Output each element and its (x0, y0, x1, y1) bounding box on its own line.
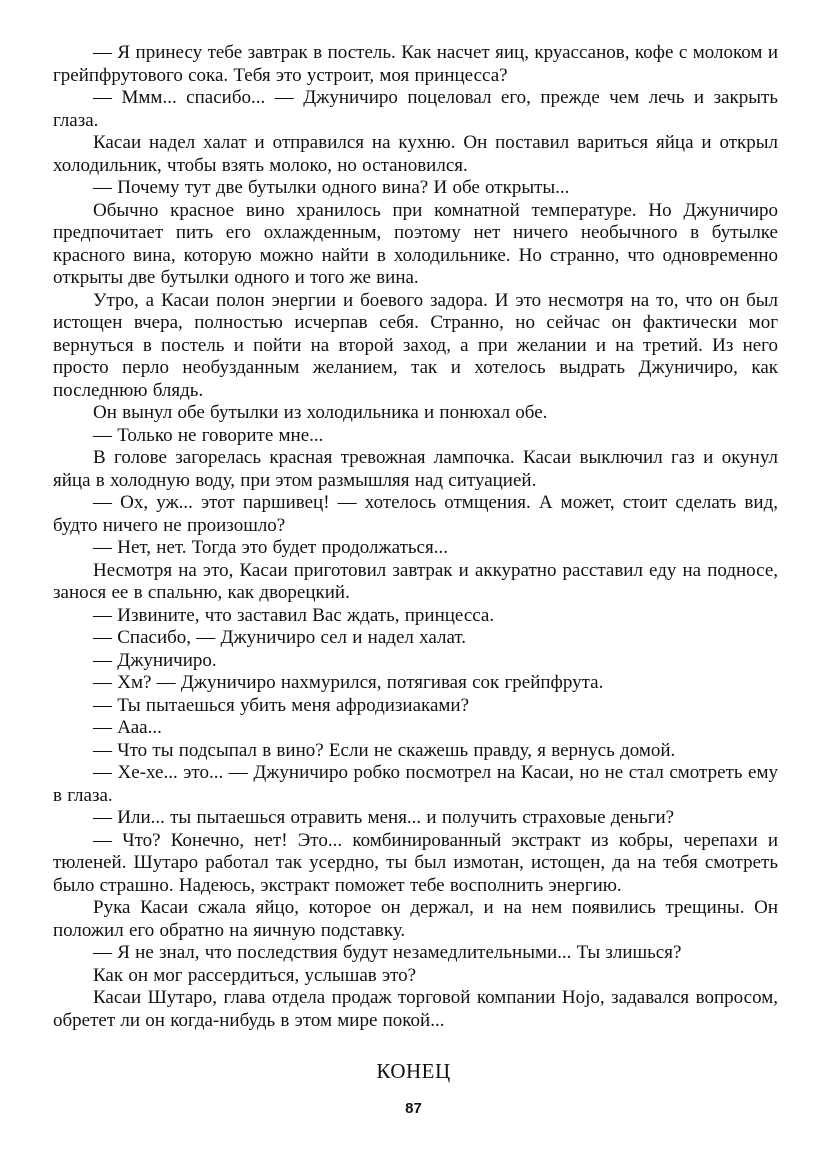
paragraph: Касаи Шутаро, глава отдела продаж торговой компании Hojo, задавался вопросом, обретет ли он когда-нибудь в этом мире покой... (53, 987, 778, 1031)
paragraph: — Я принесу тебе завтрак в постель. Как насчет яиц, круассанов, кофе с молоком и грейпфрутового сока. Тебя это устроит, моя принцесса? (53, 42, 778, 86)
paragraph: — Ты пытаешься убить меня афродизиаками? (93, 694, 470, 716)
paragraph: — Что ты подсыпал в вино? Если не скажешь правду, я вернусь домой. (93, 739, 676, 761)
paragraph: Касаи надел халат и отправился на кухню. Он поставил вариться яйца и открыл холодильник, чтобы взять молоко, но остановился. (53, 132, 778, 176)
paragraph: — Или... ты пытаешься отравить меня... и получить страховые деньги? (93, 807, 675, 828)
paragraph: Как он мог рассердиться, услышав это? (93, 964, 417, 986)
paragraph: — Почему тут две бутылки одного вина? И обе открыты... (93, 177, 570, 198)
paragraph: Рука Касаи сжала яйцо, которое он держал, и на нем появились трещины. Он положил его обратно на яичную подставку. (53, 897, 778, 941)
paragraph: — Только не говорите мне... (93, 424, 324, 446)
paragraph: — Я не знал, что последствия будут незамедлительными... Ты злишься? (93, 942, 682, 963)
paragraph: — Что? Конечно, нет! Это... комбинированный экстракт из кобры, черепахи и тюленей. Шутаро работал так усердно, ты был измотан, истощен, да на тебя смотреть было страшно. Надеюсь, экстракт поможет тебе восполнить энергию. (53, 829, 778, 896)
paragraph: — Извините, что заставил Вас ждать, принцесса. (93, 604, 495, 626)
paragraph: — Ммм... спасибо... — Джуничиро поцеловал его, прежде чем лечь и закрыть глаза. (53, 87, 778, 131)
paragraph: — Джуничиро. (93, 649, 217, 671)
end-label: КОНЕЦ (376, 1059, 451, 1083)
paragraph: — Нет, нет. Тогда это будет продолжаться... (93, 537, 448, 558)
paragraph: — Ох, уж... этот паршивец! — хотелось отмщения. А может, стоит сделать вид, будто ничего не произошло? (53, 492, 778, 536)
paragraph: В голове загорелась красная тревожная лампочка. Касаи выключил газ и окунул яйца в холодную воду, при этом размышляя над ситуацией. (53, 447, 778, 491)
paragraph: — Ааа... (93, 717, 162, 738)
paragraph: Он вынул обе бутылки из холодильника и понюхал обе. (93, 402, 548, 423)
paragraph: Обычно красное вино хранилось при комнатной температуре. Но Джуничиро предпочитает пить его охлажденным, поэтому нет ничего необычного в бутылке красного вина, которую можно найти в холодильнике. Но странно, что одновременно открыты две бутылки одного и того же вина. (53, 199, 778, 288)
paragraph: — Хм? — Джуничиро нахмурился, потягивая сок грейпфрута. (93, 672, 604, 693)
paragraph: — Хе-хе... это... — Джуничиро робко посмотрел на Касаи, но не стал смотреть ему в глаза. (53, 762, 778, 806)
paragraph: Утро, а Касаи полон энергии и боевого задора. И это несмотря на то, что он был истощен вчера, полностью исчерпав себя. Странно, но сейчас он фактически мог вернуться в постель и пойти на второй заход, а при желании и на третий. Из него просто перло необузданным желанием, так и хотелось выдрать Джуничиро, как последнюю блядь. (53, 289, 778, 401)
paragraph: Несмотря на это, Касаи приготовил завтрак и аккуратно расставил еду на подносе, занося ее в спальню, как дворецкий. (53, 559, 778, 603)
page-number: 87 (405, 1100, 422, 1117)
paragraph: — Спасибо, — Джуничиро сел и надел халат. (93, 627, 467, 648)
